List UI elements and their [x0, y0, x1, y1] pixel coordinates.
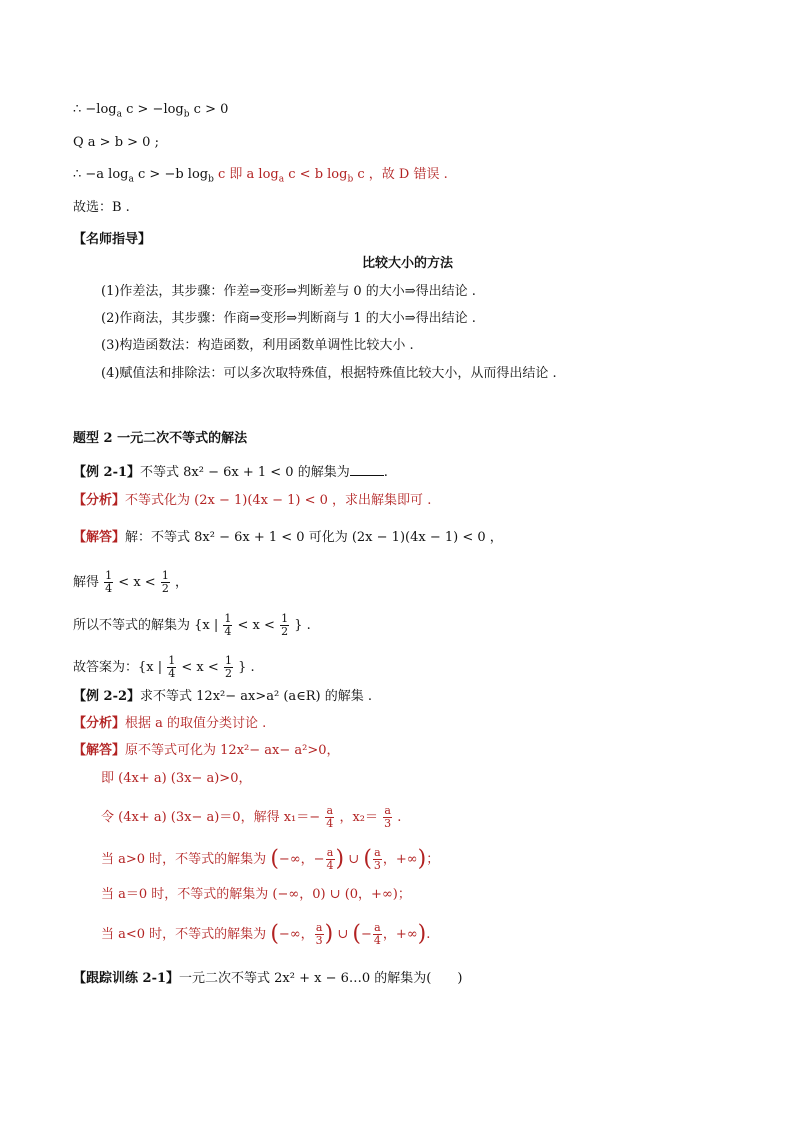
solution-line-2: Q a > b > 0 ; [73, 135, 159, 150]
example-2-2-case-3: 当 a<0 时，不等式的解集为 (−∞， $\frac{a}{3}$ ) ∪ (− $\frac{a}{4}$ ，+∞). [101, 921, 431, 947]
example-2-2-question: 【例 2-2】求不等式 12x²− ax>a² (a∈R) 的解集 . [73, 689, 373, 704]
tip-item-2: (2)作商法，其步骤：作商⇒变形⇒判断商与 1 的大小⇒得出结论 . [101, 311, 476, 326]
example-2-1-step-2: 解得 $\frac{1}{4}$ < x < $\frac{1}{2}$ ， [73, 569, 188, 595]
tip-item-3: (3)构造函数法：构造函数，利用函数单调性比较大小 . [101, 338, 414, 353]
fraction-one-quarter: $\frac{1}{4}$ [105, 569, 113, 595]
example-2-2-case-2: 当 a＝0 时，不等式的解集为 (−∞，0) ∪ (0，+∞)； [101, 887, 411, 902]
tip-header: 【名师指导】 [73, 232, 152, 247]
example-2-1-solution: 【解答】解：不等式 8x² − 6x + 1 < 0 可化为 (2x − 1)(4x − 1) < 0 ， [73, 530, 503, 545]
example-2-1-question: 【例 2-1】不等式 8x² − 6x + 1 < 0 的解集为 . [73, 465, 388, 480]
tip-item-4: (4)赋值法和排除法：可以多次取特殊值，根据特殊值比较大小，从而得出结论 . [101, 366, 557, 381]
tip-title: 比较大小的方法 [362, 256, 454, 271]
example-2-2-step-1: 即 (4x+ a) (3x− a)>0， [101, 771, 252, 786]
example-2-2-analysis: 【分析】根据 a 的取值分类讨论 . [73, 716, 267, 731]
example-2-1-answer: 故答案为：{x | $\frac{1}{4}$ < x < $\frac{1}{2}$ } . [73, 654, 255, 680]
example-2-2-solution: 【解答】原不等式可化为 12x²− ax− a²>0， [73, 743, 340, 758]
solution-line-1: ∴ $-\log_a$ $c > -\log_b$ c > 0 [73, 102, 229, 120]
solution-line-3: ∴ −a $\log_a c > -b$ $\log_b c$ 即 a $\log_a c < b$ $\log_b c$ ，故 D 错误 . [73, 167, 448, 185]
tracking-exercise-2-1: 【跟踪训练 2-1】一元二次不等式 2x² + x − 6…0 的解集为( ) [73, 971, 463, 986]
section-title: 题型 2 一元二次不等式的解法 [73, 431, 248, 446]
example-2-2-step-2: 令 (4x+ a) (3x− a)＝0，解得 x₁＝− $\frac{a}{4}$ ，x₂＝ $\frac{a}{3}$ . [101, 804, 402, 830]
example-2-1-analysis: 【分析】不等式化为 (2x − 1)(4x − 1) < 0 ，求出解集即可 . [73, 493, 432, 508]
fraction-one-half: $\frac{1}{2}$ [161, 569, 169, 595]
example-2-1-step-3: 所以不等式的解集为 {x | $\frac{1}{4}$ < x < $\frac{1}{2}$ } . [73, 612, 311, 638]
answer-blank[interactable] [350, 463, 384, 476]
tip-item-1: (1)作差法，其步骤：作差⇒变形⇒判断差与 0 的大小⇒得出结论 . [101, 284, 476, 299]
example-2-2-case-1: 当 a>0 时，不等式的解集为 (−∞，− $\frac{a}{4}$ ) ∪ ( $\frac{a}{3}$ ，+∞)； [101, 846, 440, 872]
answer-line: 故选：B . [73, 200, 130, 215]
